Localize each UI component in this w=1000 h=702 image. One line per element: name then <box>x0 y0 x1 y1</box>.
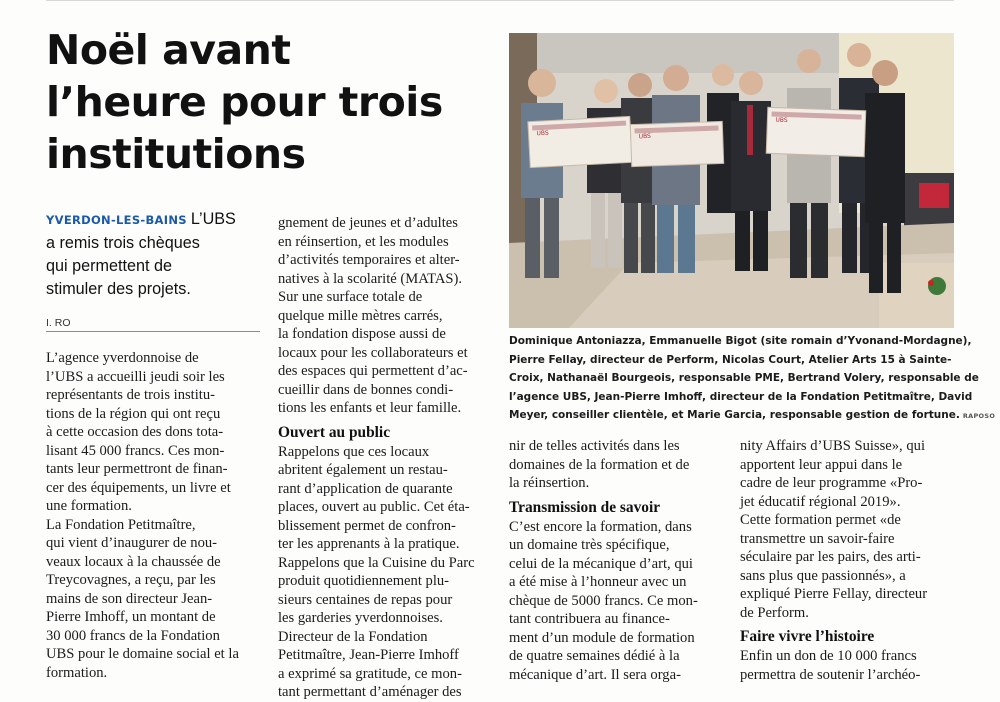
article-column-4 <box>740 437 954 684</box>
article-column-3 <box>509 437 723 684</box>
article-line: tants leur permettront de finan- <box>46 461 228 477</box>
article-line: sieurs centaines de repas pour <box>278 591 453 608</box>
caption-line: l’agence UBS, Jean-Pierre Imhoff, directeur de la Fondation Petitmaître, David <box>509 390 973 403</box>
lead-line: a remis trois chèques <box>46 234 200 252</box>
article-line: places, ouvert au public. Cet éta- <box>278 499 470 515</box>
article-line: permettra de soutenir l’archéo- <box>740 666 921 683</box>
article-line: mains de son directeur Jean- <box>46 590 213 607</box>
section-heading: Ouvert au public <box>278 423 391 441</box>
article-line: tant permettant d’aménager des <box>278 684 462 700</box>
group-photo <box>509 33 954 328</box>
article-line: Enfin un don de 10 000 francs <box>740 648 917 664</box>
lead-text: L’UBS <box>190 210 236 228</box>
cheque-label: UBS <box>638 132 652 141</box>
dateline: YVERDON-LES-BAINS <box>46 213 187 227</box>
article-line: produit quotidiennement plu- <box>278 573 450 589</box>
photo-credit: RAPOSO <box>962 412 996 421</box>
article-line: Directeur de la Fondation <box>278 628 428 645</box>
article-line: formation. <box>46 664 108 681</box>
article-line: gnement de jeunes et d’adultes <box>278 215 458 231</box>
article-line: l’UBS a accueilli jeudi soir les <box>46 368 225 385</box>
cheque-label: UBS <box>775 116 788 124</box>
article-line: a été mise à l’honneur avec un <box>509 574 687 590</box>
article-line: en réinsertion, et les modules <box>278 233 449 250</box>
article-line: tant contribuera au finance- <box>509 611 670 627</box>
article-line: cueillir dans de bonnes condi- <box>278 381 454 398</box>
article-line: rant d’application de quarante <box>278 480 453 497</box>
article-line: à cette occasion des dons tota- <box>46 424 224 440</box>
article-line: Cette formation permet «de <box>740 512 901 528</box>
article-line: un domaine très spécifique, <box>509 537 670 553</box>
article-line: locaux pour les collaborateurs et <box>278 344 468 361</box>
headline-line: l’heure pour trois <box>46 78 443 126</box>
article-line: Treycovagnes, a reçu, par les <box>46 572 216 588</box>
article-line: apportent leur appui dans le <box>740 456 903 473</box>
article-line: a exprimé sa gratitude, ce mon- <box>278 665 462 682</box>
section-heading: Faire vivre l’histoire <box>740 628 875 645</box>
article-line: jet éducatif régional 2019». <box>740 493 901 510</box>
byline: I. RO <box>46 317 260 332</box>
article-line: Petitmaître, Jean-Pierre Imhoff <box>278 647 459 663</box>
headline-line: Noël avant <box>46 26 291 74</box>
article-line: domaines de la formation et de <box>509 456 690 473</box>
article-line: UBS pour le domaine social et la <box>46 646 239 662</box>
article-line: Rappelons que ces locaux <box>278 443 430 460</box>
article-line: la réinsertion. <box>509 475 590 491</box>
lead-paragraph <box>46 208 261 301</box>
lead-line: qui permettent de <box>46 257 172 275</box>
lead-line: stimuler des projets. <box>46 280 191 298</box>
article-line: C’est encore la formation, dans <box>509 518 692 535</box>
headline <box>46 24 496 180</box>
article-line: tions les enfants et leur famille. <box>278 400 462 416</box>
section-heading: Transmission de savoir <box>509 498 661 516</box>
top-rule <box>46 0 954 1</box>
caption-line <box>509 406 996 426</box>
article-line: chèque de 5000 francs. Ce mon- <box>509 592 698 609</box>
article-line: celui de la mécanique d’art, qui <box>509 555 693 572</box>
lead-line <box>46 208 261 232</box>
article-line: une formation. <box>46 498 132 514</box>
article-line: d’activités temporaires et alter- <box>278 252 460 268</box>
caption-line: Pierre Fellay, directeur de Perform, Nicolas Court, Atelier Arts 15 à Sainte- <box>509 353 952 366</box>
caption-line: Croix, Nathanaël Bourgeois, responsable PME, Bertrand Volery, responsable de <box>509 372 979 385</box>
article-line: les garderies yverdonnoises. <box>278 610 443 626</box>
article-line: tions de la région qui ont reçu <box>46 405 221 422</box>
article-line: nity Affairs d’UBS Suisse», qui <box>740 438 926 454</box>
article-line: lisant 45 000 francs. Ces mon- <box>46 442 225 459</box>
article-line: L’agence yverdonnoise de <box>46 350 199 366</box>
article-line: Sur une surface totale de <box>278 289 423 305</box>
article-line: sans plus que passionnés», a <box>740 567 906 584</box>
article-line: quelque mille mètres carrés, <box>278 307 443 324</box>
article-line: séculaire par les pairs, des arti- <box>740 549 921 565</box>
article-line: de Perform. <box>740 604 809 621</box>
article-line: 30 000 francs de la Fondation <box>46 627 220 644</box>
cheque-label: UBS <box>536 129 549 138</box>
article-column-2 <box>278 214 492 702</box>
article-line: Rappelons que la Cuisine du Parc <box>278 554 475 571</box>
article-line: abritent également un restau- <box>278 462 448 478</box>
caption-text: Meyer, conseiller clientèle, et Marie Garcia, responsable gestion de fortune. <box>509 409 960 422</box>
article-line: de quatre semaines dédié à la <box>509 648 680 664</box>
article-line: transmettre un savoir-faire <box>740 530 895 547</box>
article-line: représentants de trois institu- <box>46 387 216 403</box>
article-line: La Fondation Petitmaître, <box>46 516 196 533</box>
caption-line: Dominique Antoniazza, Emmanuelle Bigot (site romain d’Yvonand-Mordagne), <box>509 335 972 347</box>
article-line: la fondation dispose aussi de <box>278 326 446 342</box>
article-line: veaux locaux à la chaussée de <box>46 553 221 570</box>
headline-line: institutions <box>46 130 306 178</box>
article-line: blissement permet de confron- <box>278 517 456 534</box>
article-line: natives à la scolarité (MATAS). <box>278 270 463 287</box>
article-line: nir de telles activités dans les <box>509 438 680 454</box>
article-line: Pierre Imhoff, un montant de <box>46 609 216 625</box>
article-line: ment d’un module de formation <box>509 629 695 646</box>
article-line: mécanique d’art. Il sera orga- <box>509 666 681 683</box>
article-column-1 <box>46 349 260 682</box>
article-line: cadre de leur programme «Pro- <box>740 475 923 491</box>
photo-caption <box>509 332 996 426</box>
article-line: qui vient d’inaugurer de nou- <box>46 535 218 551</box>
article-line: cer des équipements, un livre et <box>46 479 231 496</box>
article-line: des espaces qui permettent d’ac- <box>278 363 468 379</box>
article-line: expliqué Pierre Fellay, directeur <box>740 586 928 602</box>
article-line: ter les apprenants à la pratique. <box>278 536 460 552</box>
